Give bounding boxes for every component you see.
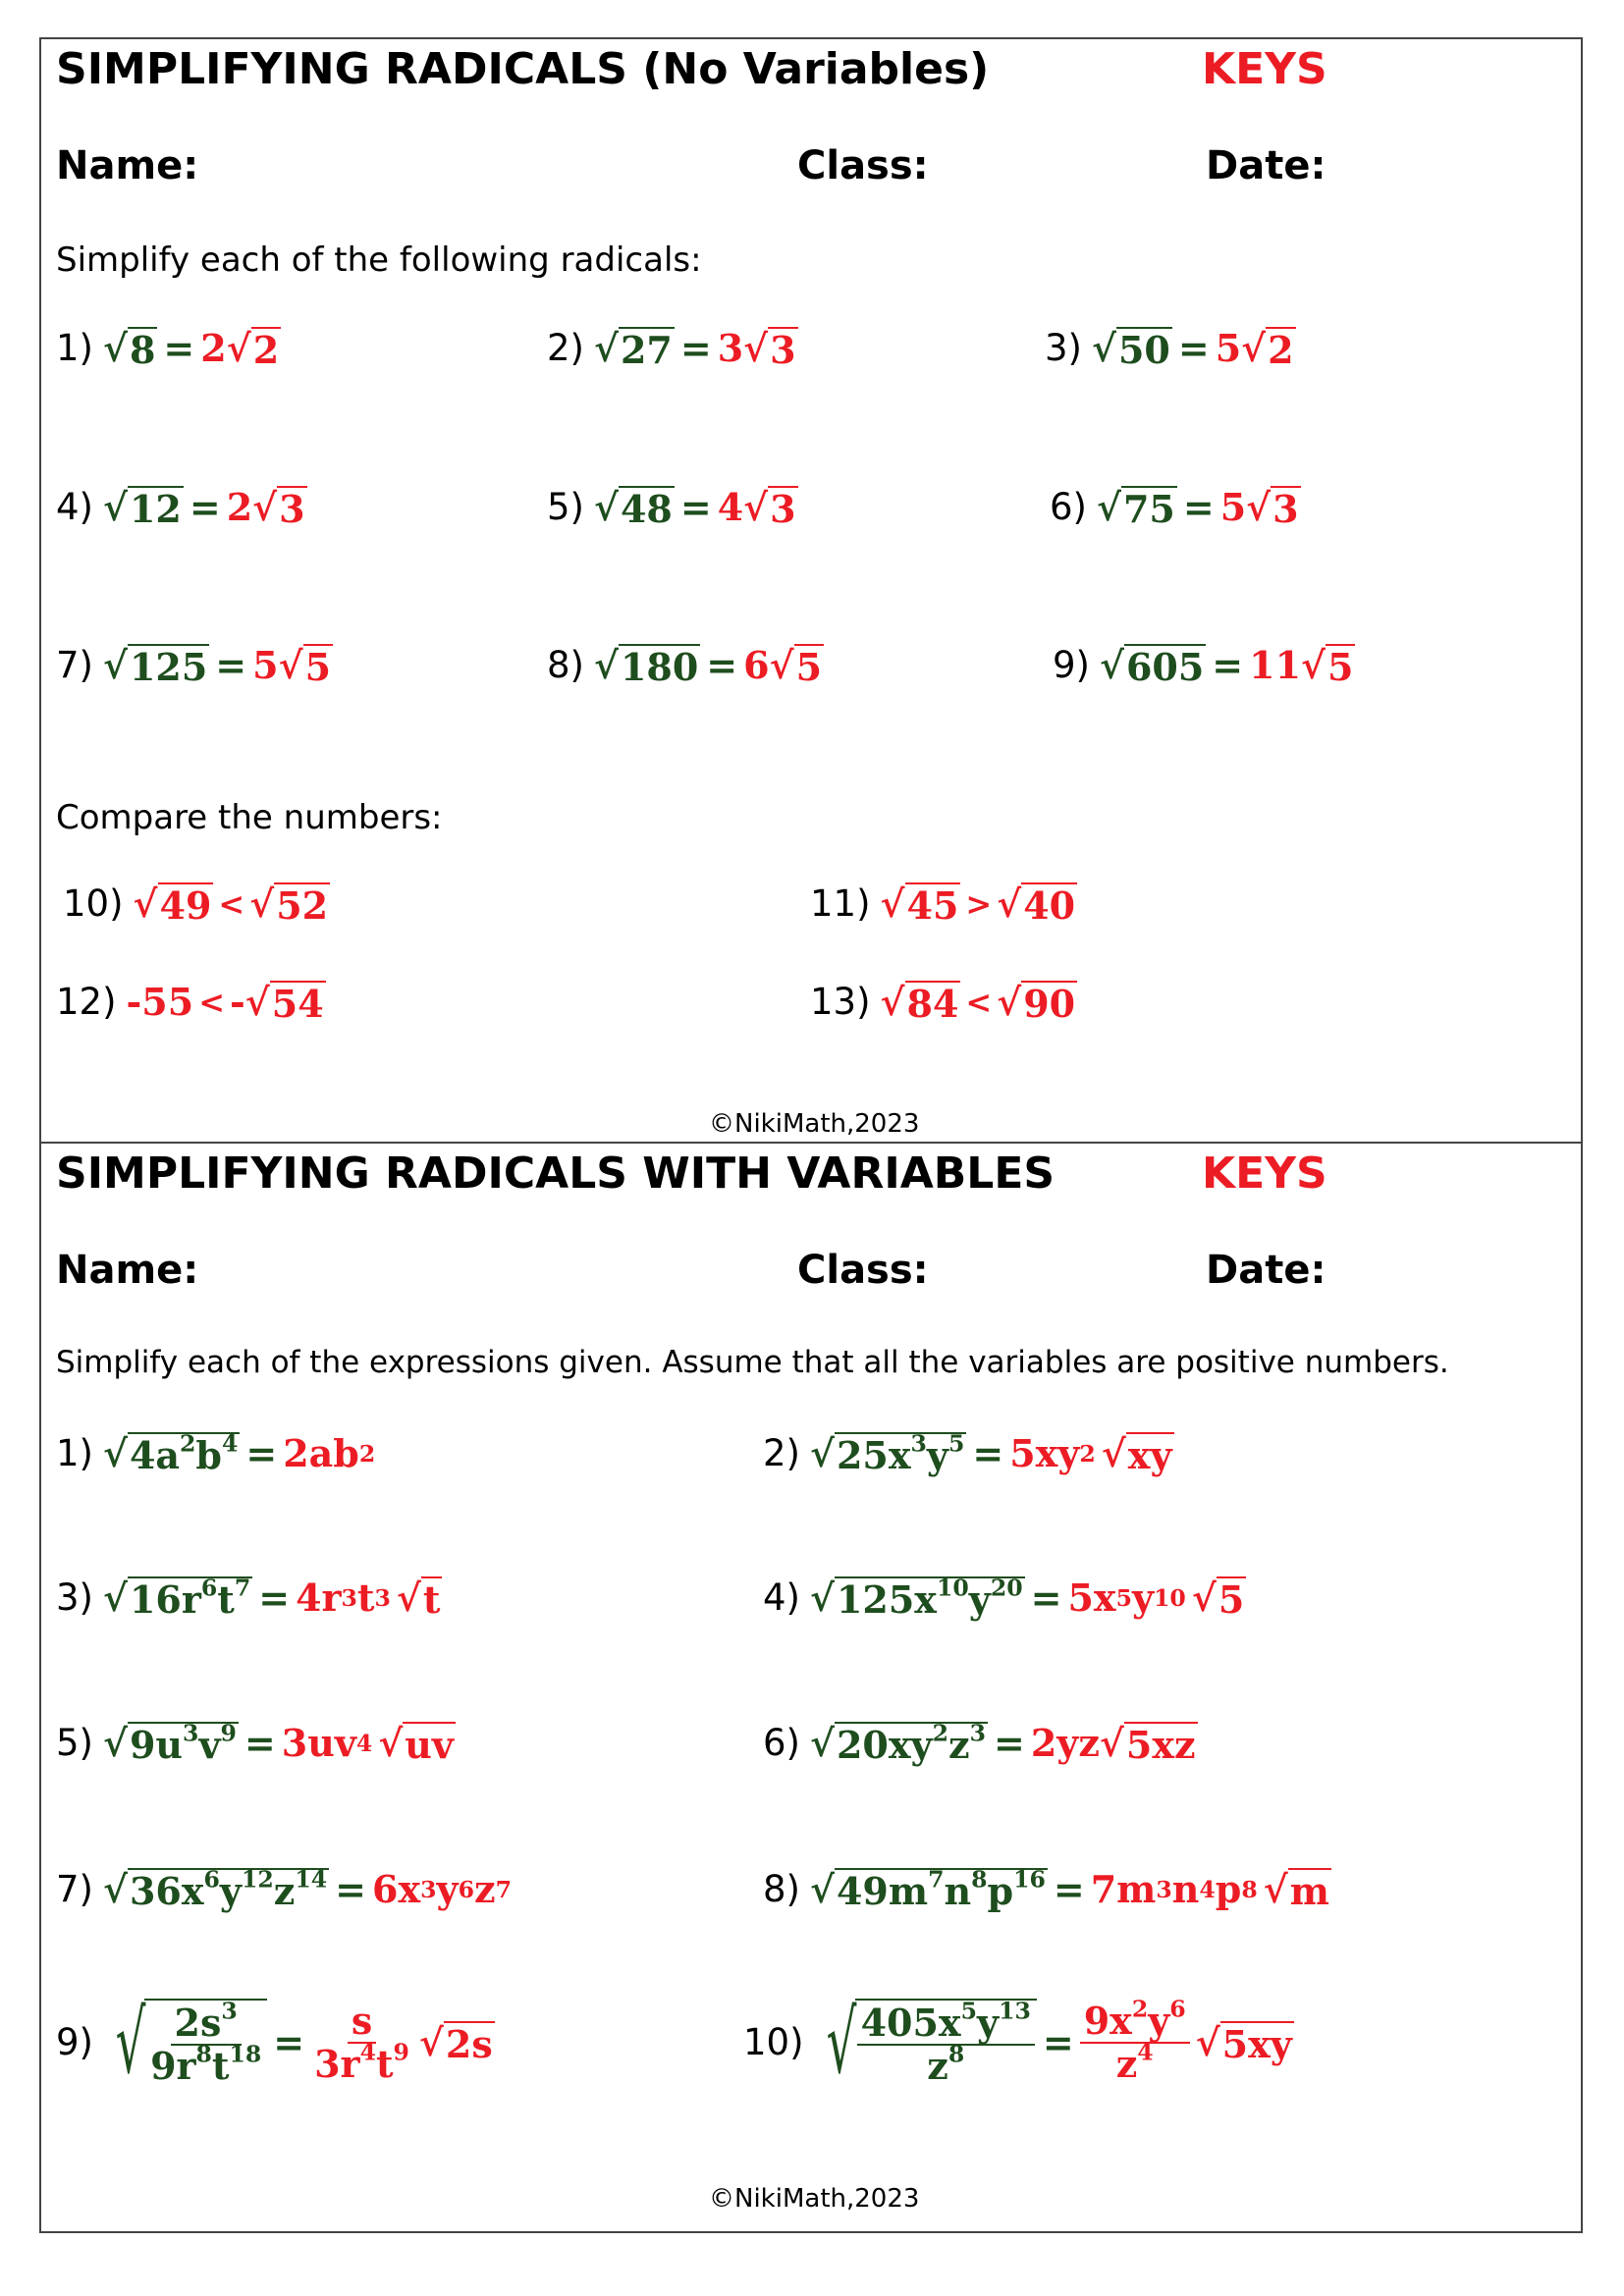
radical: √ $4a^2b^4$ [102, 1428, 239, 1477]
problem-4: 4) √ 12 = 2 √ 3 [56, 485, 305, 531]
radical: √ 12 [102, 485, 182, 531]
keys-label: KEYS [1202, 1148, 1327, 1199]
answer: 2ab 2 [283, 1431, 376, 1475]
answer: 2yz √ 5xz [1030, 1721, 1196, 1767]
radical: √ 8 [102, 326, 156, 372]
radical: √ 180 [593, 643, 699, 689]
name-label: Name: [56, 1248, 199, 1293]
compare-label: Compare the numbers: [56, 798, 443, 837]
problem-3: 3) √ $16r^6t^7$ = 4r 3 t 3 √ t [56, 1573, 441, 1622]
problem-1: 1) √ 8 = 2 √ 2 [56, 326, 280, 372]
problem-4: 4) √ $125x^{10}y^{20}$ = 5x 5 y 10 √ 5 [763, 1573, 1245, 1622]
radical: √ 27 [593, 326, 673, 372]
radical: √ $\frac{405x^5y^{13}}{z^8}$ [814, 1992, 1037, 2093]
compare-13: 13) √ 84 < √ 90 [810, 980, 1076, 1026]
problem-7: 7) √ 125 = 5 √ 5 [56, 643, 332, 689]
answer: 3 √ 3 [717, 326, 796, 372]
class-label: Class: [797, 143, 929, 188]
answer: 4 √ 3 [717, 485, 796, 531]
answer: 5x 5 y 10 √ 5 [1067, 1575, 1245, 1622]
radical: √ $25x^3y^5$ [809, 1428, 965, 1477]
answer: 3uv 4 √ uv [281, 1721, 455, 1767]
answer: 5 √ 3 [1219, 485, 1299, 531]
radical: √ $36x^6y^{12}z^{14}$ [102, 1864, 328, 1913]
problem-6: 6) √ $20xy^2z^3$ = 2yz √ 5xz [763, 1718, 1196, 1767]
radical: √ $9u^3v^9$ [102, 1718, 237, 1767]
copyright-footer: ©NikiMath,2023 [709, 1109, 920, 1139]
class-label: Class: [797, 1248, 929, 1293]
worksheet-title: SIMPLIFYING RADICALS (No Variables) [56, 44, 990, 94]
answer: 5xy 2 √ xy [1009, 1431, 1172, 1477]
answer: $\frac{9x^2y^6}{z^4}$ √ 5xy [1080, 2001, 1294, 2085]
copyright-footer: ©NikiMath,2023 [709, 2184, 920, 2214]
problem-8: 8) √ 180 = 6 √ 5 [547, 643, 823, 689]
answer: 11 √ 5 [1249, 643, 1354, 689]
radical: √ 50 [1091, 326, 1170, 372]
answer: 7m 3 n 4 p 8 √ m [1090, 1867, 1329, 1913]
answer: 4r 3 t 3 √ t [296, 1575, 441, 1622]
problem-3: 3) √ 50 = 5 √ 2 [1045, 326, 1294, 372]
problem-8: 8) √ $49m^7n^8p^{16}$ = 7m 3 n 4 p 8 √ m [763, 1864, 1329, 1913]
radical: √ $16r^6t^7$ [102, 1573, 251, 1622]
radical: √ 125 [102, 643, 208, 689]
answer: 5 √ 2 [1215, 326, 1294, 372]
keys-label: KEYS [1202, 44, 1327, 94]
instruction: Simplify each of the following radicals: [56, 240, 702, 280]
worksheet-title: SIMPLIFYING RADICALS WITH VARIABLES [56, 1148, 1056, 1199]
answer: 6 √ 5 [743, 643, 823, 689]
date-label: Date: [1206, 143, 1326, 188]
radical: √ $\frac{2s^3}{9r^8t^{18}}$ [103, 1992, 267, 2093]
problem-5: 5) √ $9u^3v^9$ = 3uv 4 √ uv [56, 1718, 455, 1767]
problem-2: 2) √ 27 = 3 √ 3 [547, 326, 796, 372]
problem-7: 7) √ $36x^6y^{12}z^{14}$ = 6x 3 y 6 z 7 [56, 1864, 512, 1913]
answer: 6x 3 y 6 z 7 [372, 1867, 512, 1911]
radical: √ 605 [1099, 643, 1205, 689]
radical: √ 75 [1096, 485, 1175, 531]
radical: √ $20xy^2z^3$ [809, 1718, 986, 1767]
radical: √ $125x^{10}y^{20}$ [809, 1573, 1023, 1622]
radical: √ 48 [593, 485, 673, 531]
problem-2: 2) √ $25x^3y^5$ = 5xy 2 √ xy [763, 1428, 1172, 1477]
answer: 2 √ 2 [200, 326, 280, 372]
name-label: Name: [56, 143, 199, 188]
compare-12: 12) -55 < - √ 54 [56, 980, 324, 1026]
worksheet-no-variables [39, 37, 1583, 1144]
radical: √ $49m^7n^8p^{16}$ [809, 1864, 1046, 1913]
answer: 5 √ 5 [252, 643, 332, 689]
date-label: Date: [1206, 1248, 1326, 1293]
problem-9: 9) √ $\frac{2s^3}{9r^8t^{18}}$ = $\frac{s}{3r^4t^9}$ √ 2s [56, 1992, 493, 2093]
problem-10: 10) √ $\frac{405x^5y^{13}}{z^8}$ = $\frac{9x^2y^6}{z^4}$ √ 5xy [743, 1992, 1292, 2093]
answer: $\frac{s}{3r^4t^9}$ √ 2s [314, 1998, 493, 2086]
answer: 2 √ 3 [226, 485, 305, 531]
instruction: Simplify each of the expressions given. Assume that all the variables are positive numbers. [56, 1345, 1449, 1380]
problem-6: 6) √ 75 = 5 √ 3 [1050, 485, 1299, 531]
compare-10: 10) √ 49 < √ 52 [63, 881, 329, 928]
problem-5: 5) √ 48 = 4 √ 3 [547, 485, 796, 531]
worksheet-with-variables [39, 1142, 1583, 2233]
problem-9: 9) √ 605 = 11 √ 5 [1053, 643, 1354, 689]
compare-11: 11) √ 45 > √ 40 [810, 881, 1076, 928]
problem-1: 1) √ $4a^2b^4$ = 2ab 2 [56, 1428, 376, 1477]
